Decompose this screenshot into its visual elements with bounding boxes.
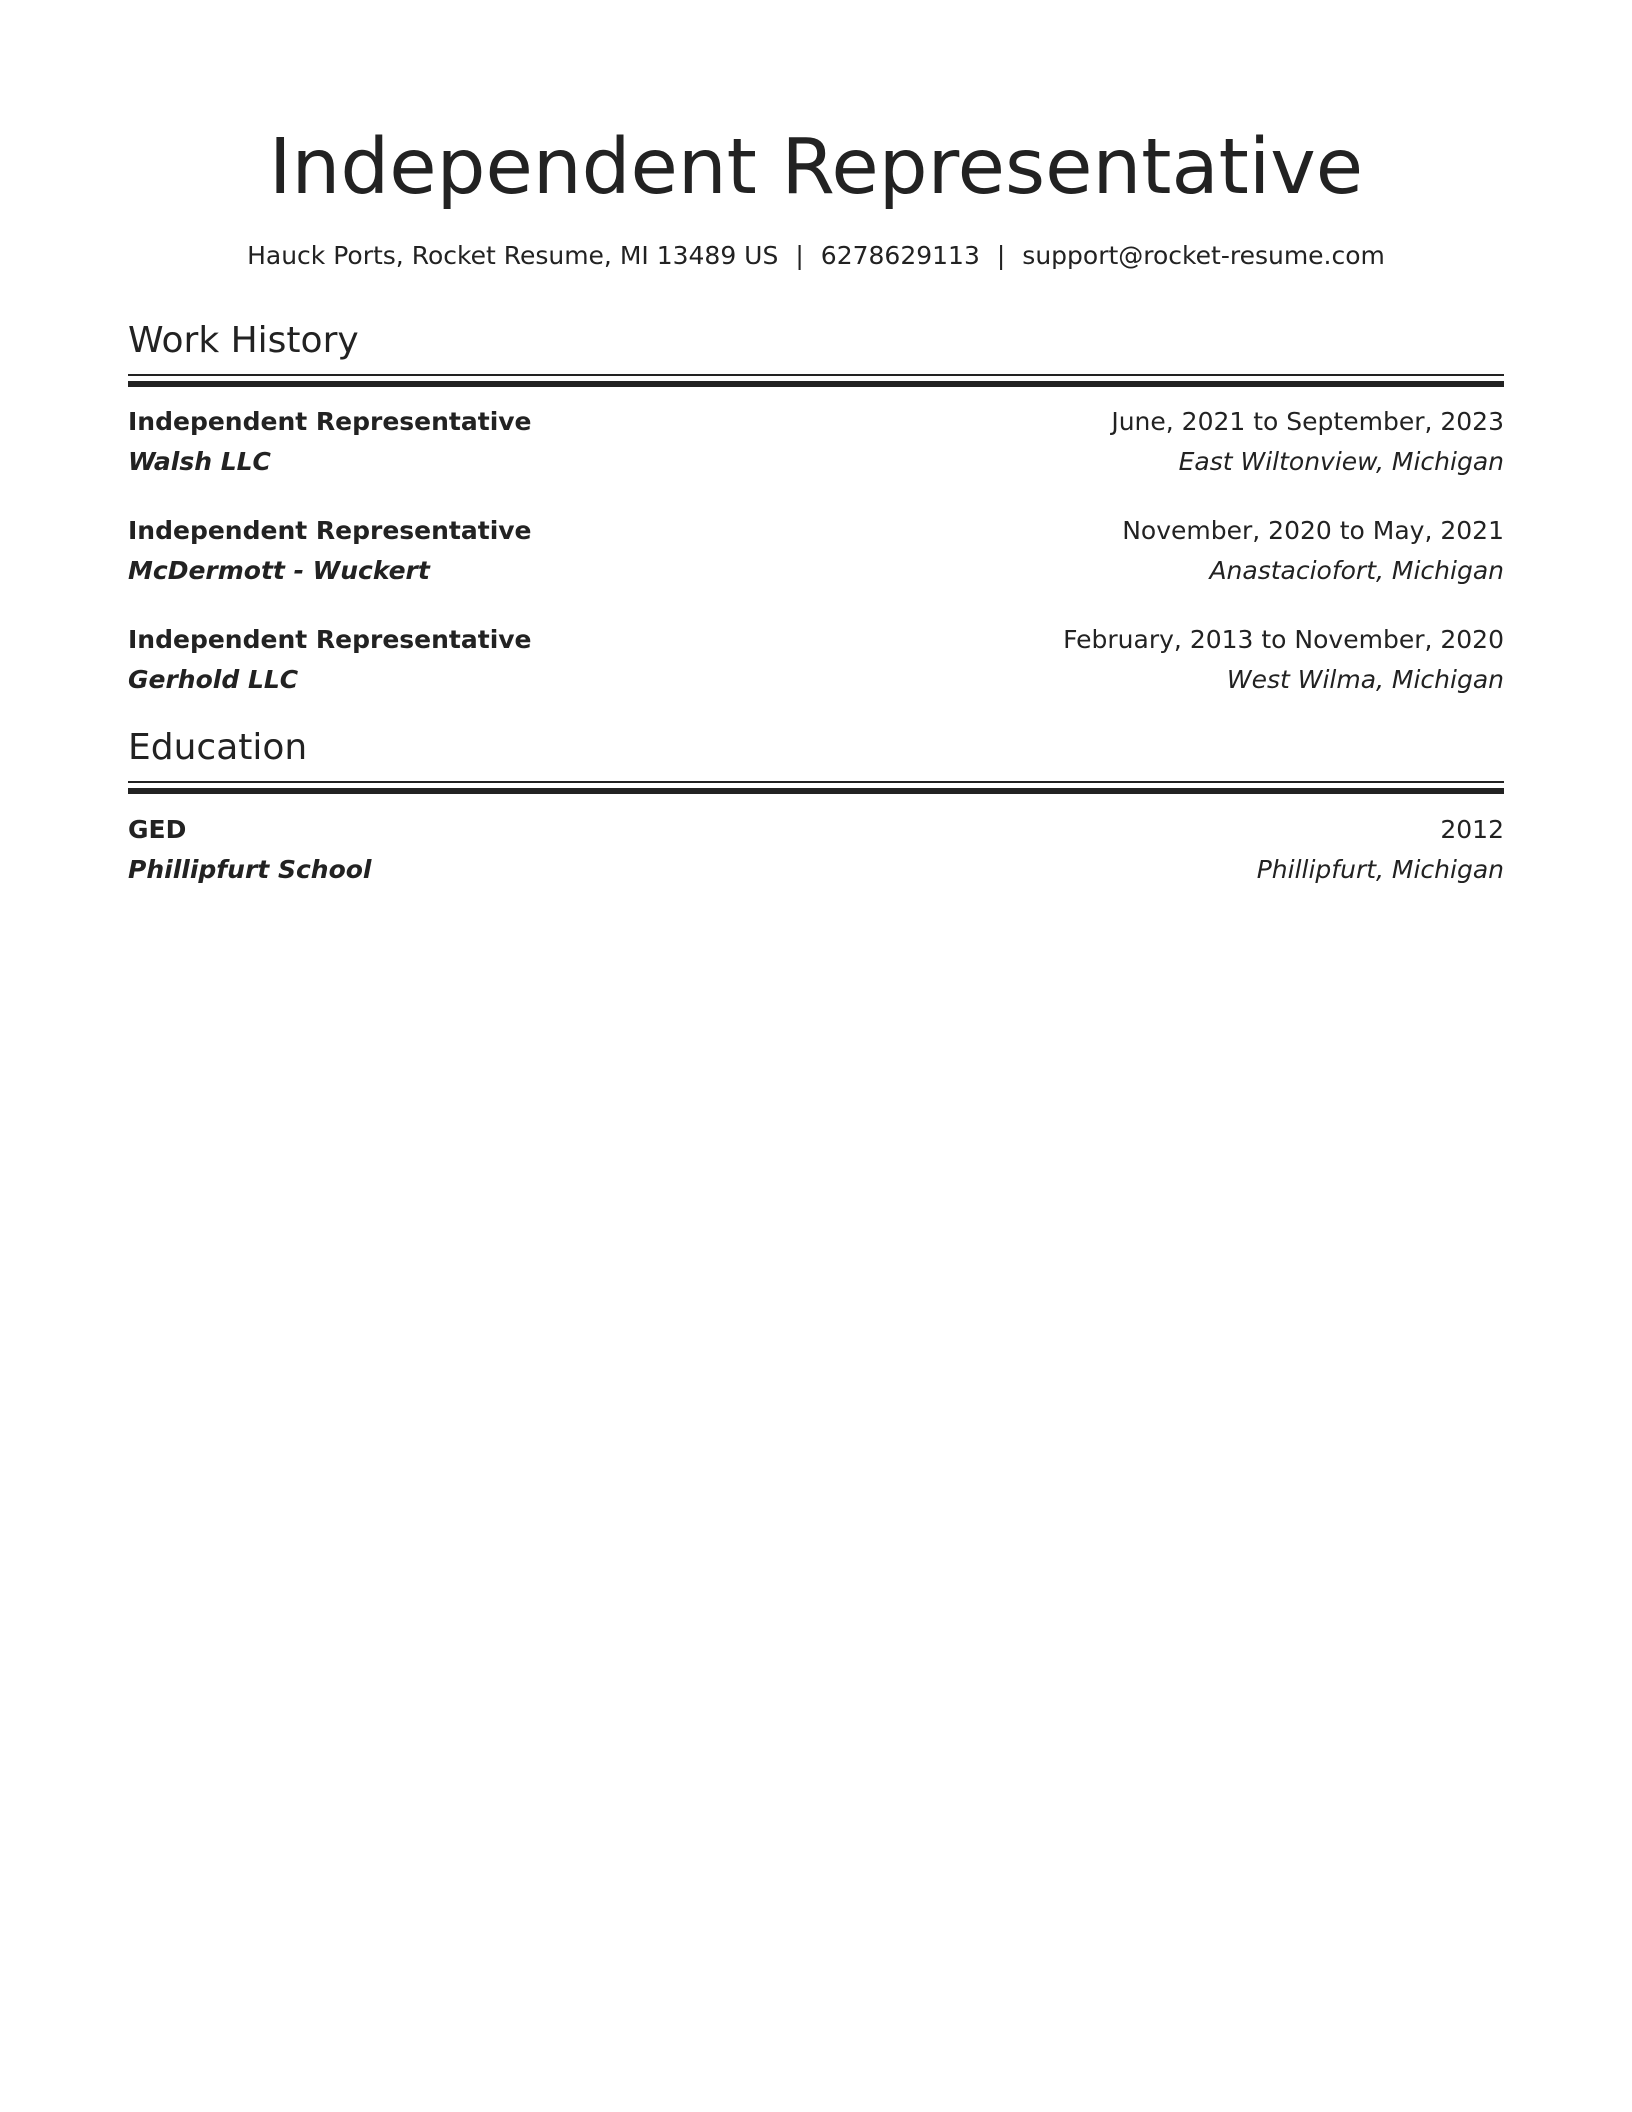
contact-phone: 6278629113 [820,241,980,270]
section-divider-thin [128,781,1504,783]
job-dates: November, 2020 to May, 2021 [1122,516,1504,545]
contact-email: support@rocket-resume.com [1022,241,1385,270]
education-degree: GED [128,815,187,844]
section-title-work-history: Work History [128,320,359,361]
contact-separator: | [996,241,1006,270]
resume-name: Independent Representative [268,123,1364,212]
education-entry [128,810,1504,890]
job-company: Walsh LLC [128,447,271,476]
job-position: Independent Representative [128,516,532,545]
job-location: West Wilma, Michigan [1226,665,1504,694]
education-school: Phillipfurt School [128,855,372,884]
section-divider-thick [128,788,1504,794]
contact-separator: | [795,241,804,270]
job-position: Independent Representative [128,407,532,436]
section-divider-thick [128,381,1504,387]
section-title-education: Education [128,727,308,768]
job-dates: June, 2021 to September, 2023 [1111,407,1504,436]
education-year: 2012 [1440,815,1504,844]
job-location: East Wiltonview, Michigan [1178,447,1504,476]
job-company: Gerhold LLC [128,665,299,694]
job-company: McDermott - Wuckert [128,556,430,585]
contact-line [128,236,1504,276]
work-entry [128,511,1504,591]
job-location: Anastaciofort, Michigan [1209,556,1504,585]
work-entry [128,402,1504,482]
contact-address: Hauck Ports, Rocket Resume, MI 13489 US [247,241,779,270]
work-entry [128,620,1504,700]
section-divider-thin [128,374,1504,376]
education-location: Phillipfurt, Michigan [1256,855,1504,884]
job-position: Independent Representative [128,625,532,654]
job-dates: February, 2013 to November, 2020 [1063,625,1504,654]
